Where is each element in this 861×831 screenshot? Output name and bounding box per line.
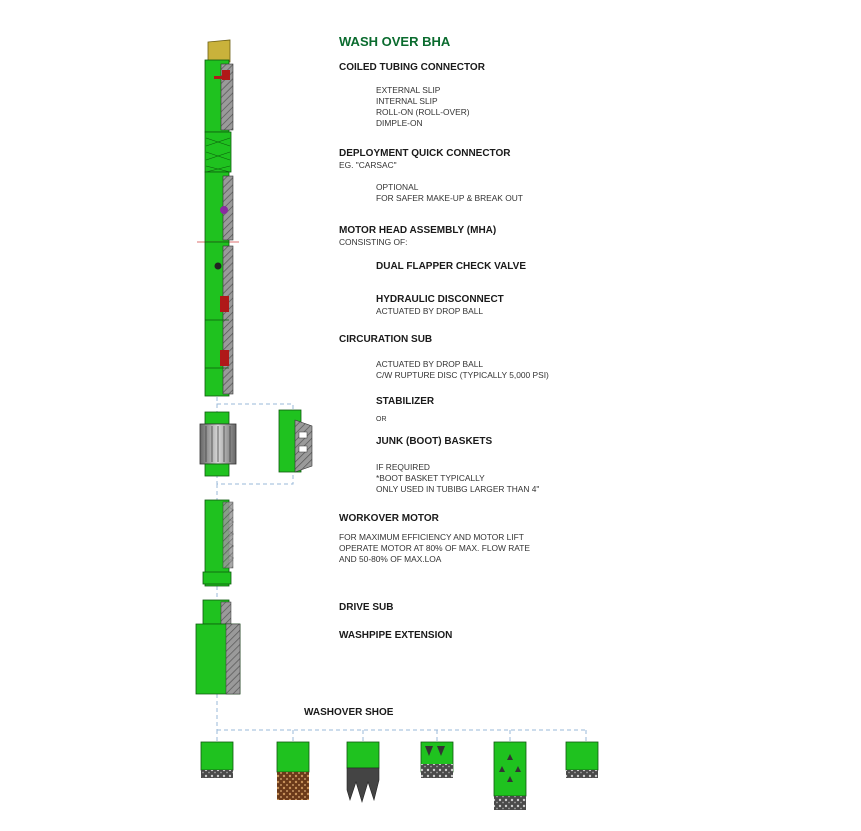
coiled-tubing-connector bbox=[205, 40, 233, 132]
hyd-disconnect-sub: ACTUATED BY DROP BALL bbox=[376, 306, 484, 316]
washpipe-heading: WASHPIPE EXTENSION bbox=[339, 630, 453, 641]
dqc-heading: DEPLOYMENT QUICK CONNECTOR bbox=[339, 148, 511, 159]
list-item: OPTIONAL bbox=[376, 182, 419, 192]
dqc-list bbox=[376, 182, 523, 204]
drive-sub-washpipe-tool bbox=[196, 600, 240, 694]
junk-basket-tool bbox=[279, 410, 312, 472]
sawtooth-shoe bbox=[347, 742, 379, 802]
list-item: INTERNAL SLIP bbox=[376, 96, 438, 106]
junk-baskets-heading: JUNK (BOOT) BASKETS bbox=[376, 436, 493, 447]
stabilizer-heading: STABILIZER bbox=[376, 396, 435, 407]
junk-baskets-list bbox=[376, 462, 539, 495]
dqc-sub: EG. "CARSAC" bbox=[339, 160, 397, 170]
list-item: IF REQUIRED bbox=[376, 462, 430, 472]
list-item: ACTUATED BY DROP BALL bbox=[376, 359, 484, 369]
notched-tooth-shoe bbox=[421, 742, 453, 778]
list-item: DIMPLE-ON bbox=[376, 118, 423, 128]
circ-sub-marker bbox=[220, 350, 229, 366]
flat-carbide-shoe bbox=[201, 742, 233, 778]
list-item: *BOOT BASKET TYPICALLY bbox=[376, 473, 485, 483]
list-item: FOR MAXIMUM EFFICIENCY AND MOTOR LIFT bbox=[339, 532, 524, 542]
deployment-quick-connector bbox=[197, 132, 239, 242]
mill-face-shoe bbox=[566, 742, 598, 778]
list-item: ROLL-ON (ROLL-OVER) bbox=[376, 107, 470, 117]
page-title: WASH OVER BHA bbox=[339, 34, 451, 49]
ct-connector-list bbox=[376, 85, 470, 129]
list-item: EXTERNAL SLIP bbox=[376, 85, 441, 95]
list-item: FOR SAFER MAKE-UP & BREAK OUT bbox=[376, 193, 523, 203]
coiled-tubing-end bbox=[208, 40, 230, 62]
crushed-carbide-shoe bbox=[277, 742, 309, 800]
workover-motor-list bbox=[339, 532, 530, 565]
circ-sub-list bbox=[376, 359, 549, 381]
drive-sub-heading: DRIVE SUB bbox=[339, 602, 394, 613]
hyd-disconnect-heading: HYDRAULIC DISCONNECT bbox=[376, 294, 504, 305]
cutrite-dressed-shoe bbox=[494, 742, 526, 810]
motor-head-assembly bbox=[205, 242, 233, 396]
circ-sub-heading: CIRCURATION SUB bbox=[339, 334, 433, 345]
mha-sub: CONSISTING OF: bbox=[339, 237, 408, 247]
stabilizer-tool bbox=[200, 412, 236, 476]
workover-motor-heading: WORKOVER MOTOR bbox=[339, 513, 439, 524]
list-item: C/W RUPTURE DISC (TYPICALLY 5,000 PSI) bbox=[376, 370, 549, 380]
list-item: AND 50-80% OF MAX.LOA bbox=[339, 554, 442, 564]
ct-connector-heading: COILED TUBING CONNECTOR bbox=[339, 62, 485, 73]
mha-heading: MOTOR HEAD ASSEMBLY (MHA) bbox=[339, 225, 497, 236]
list-item: OPERATE MOTOR AT 80% OF MAX. FLOW RATE bbox=[339, 543, 530, 553]
list-item: ONLY USED IN TUBIBG LARGER THAN 4" bbox=[376, 484, 540, 494]
workover-motor-tool bbox=[203, 500, 233, 586]
hydraulic-disconnect-marker bbox=[220, 296, 229, 312]
check-valve-heading: DUAL FLAPPER CHECK VALVE bbox=[376, 261, 527, 272]
washover-shoe-heading: WASHOVER SHOE bbox=[304, 707, 394, 718]
or-label: OR bbox=[376, 416, 387, 423]
